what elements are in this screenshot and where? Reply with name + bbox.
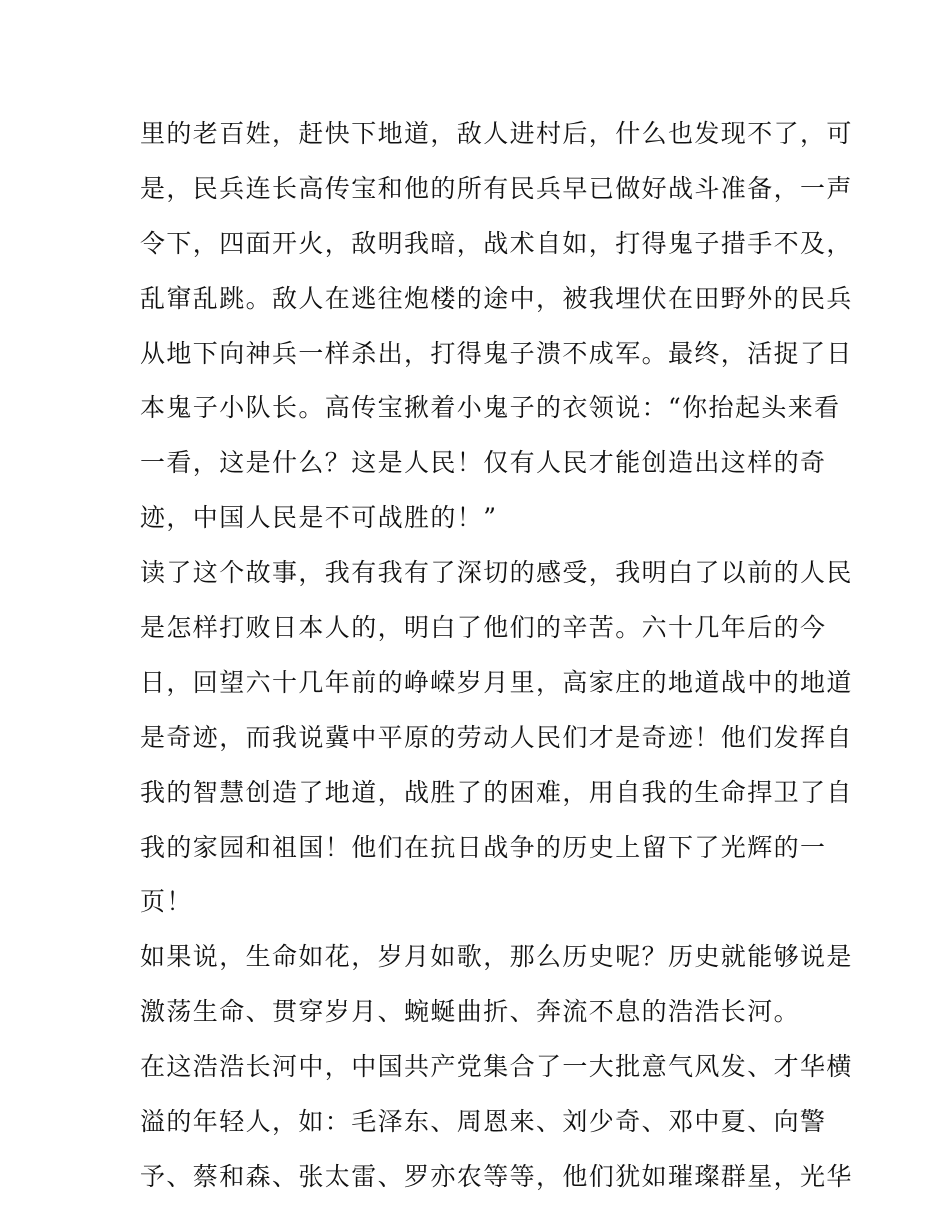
- text-line: 一看，这是什么？这是人民！仅有人民才能创造出这样的奇: [140, 448, 827, 478]
- text-line: 予、蔡和森、张太雷、罗亦农等等，他们犹如璀璨群星，光华: [140, 1161, 853, 1191]
- text-line: 我的智慧创造了地道，战胜了的困难，用自我的生命捍卫了自: [140, 777, 853, 807]
- text-line: 是，民兵连长高传宝和他的所有民兵早已做好战斗准备，一声: [140, 173, 853, 203]
- text-line: 里的老百姓，赶快下地道，敌人进村后，什么也发现不了，可: [140, 119, 853, 148]
- text-line: 页！: [140, 887, 193, 917]
- text-line: 如果说，生命如花，岁月如歌，那么历史呢？历史就能够说是: [140, 942, 853, 972]
- text-line: 日，回望六十几年前的峥嵘岁月里，高家庄的地道战中的地道: [140, 667, 853, 697]
- text-line: 迹，中国人民是不可战胜的！”: [140, 503, 498, 533]
- text-line: 读了这个故事，我有我有了深切的感受，我明白了以前的人民: [140, 558, 853, 588]
- text-line: 令下，四面开火，敌明我暗，战术自如，打得鬼子措手不及，: [140, 228, 853, 258]
- text-line: 在这浩浩长河中，中国共产党集合了一大批意气风发、才华横: [140, 1052, 853, 1082]
- text-line: 溢的年轻人，如：毛泽东、周恩来、刘少奇、邓中夏、向警: [140, 1107, 827, 1137]
- text-line: 是怎样打败日本人的，明白了他们的辛苦。六十几年后的今: [140, 613, 827, 643]
- document-text: [140, 107, 853, 1205]
- text-line: 激荡生命、贯穿岁月、蜿蜒曲折、奔流不息的浩浩长河。: [140, 997, 801, 1027]
- text-line: 是奇迹，而我说冀中平原的劳动人民们才是奇迹！他们发挥自: [140, 722, 853, 752]
- text-line: 我的家园和祖国！他们在抗日战争的历史上留下了光辉的一: [140, 832, 827, 862]
- text-line: 本鬼子小队长。高传宝揪着小鬼子的衣领说：“你抬起头来看: [140, 393, 841, 423]
- text-line: 乱窜乱跳。敌人在逃往炮楼的途中，被我埋伏在田野外的民兵: [140, 283, 853, 313]
- text-line: 从地下向神兵一样杀出，打得鬼子溃不成军。最终，活捉了日: [140, 338, 853, 368]
